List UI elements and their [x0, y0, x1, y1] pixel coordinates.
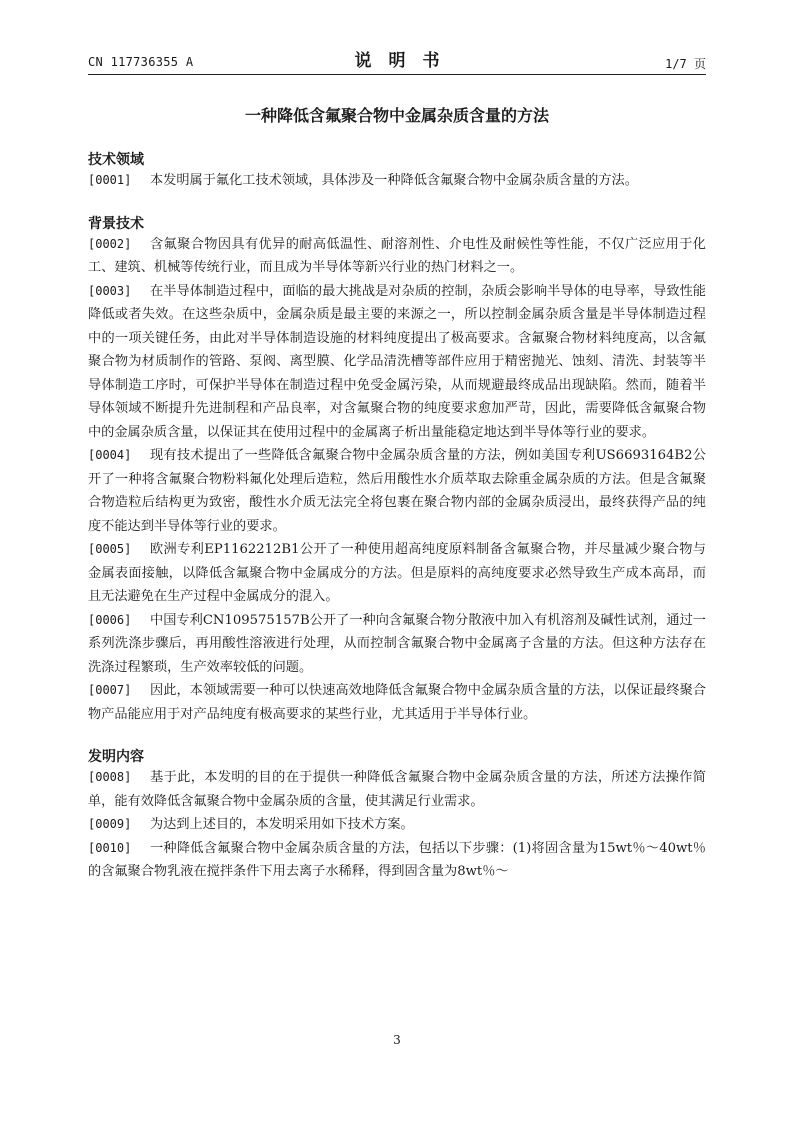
section-heading: 背景技术	[88, 215, 144, 232]
paragraph	[88, 837, 706, 884]
paragraph-number: [0008]	[88, 770, 132, 784]
paragraph-text: 在半导体制造过程中，面临的最大挑战是对杂质的控制，杂质会影响半导体的电导率，导致性能降低或者失效。在这些杂质中，金属杂质是最主要的来源之一，所以控制金属杂质含量是半导体制造过程中的一项关键任务，由此对半导体制造设施的材料纯度提出了极高要求。含氟聚合物材料纯度高，以含氟聚合物为材质制作的管路、泵阀、离型膜、化学品清洗槽等部件应用于精密抛光、蚀刻、清洗、封装等半导体制造工序时，可保护半导体在制造过程中免受金属污染，从而规避最终成品出现缺陷。然而，随着半导体领域不断提升先进制程和产品良率，对含氟聚合物的纯度要求愈加严苛，因此，需要降低含氟聚合物中的金属杂质含量，以保证其在使用过程中的金属离子析出量能稳定地达到半导体等行业的要求。	[88, 283, 706, 440]
paragraph-text: 因此，本领域需要一种可以快速高效地降低含氟聚合物中金属杂质含量的方法，以保证最终聚合物产品能应用于对产品纯度有极高要求的某些行业，尤其适用于半导体行业。	[88, 683, 706, 722]
section-gap	[88, 193, 706, 215]
page-header	[88, 44, 706, 74]
section-heading: 发明内容	[88, 749, 144, 765]
section-heading: 技术领域	[88, 152, 144, 168]
paragraph	[88, 609, 706, 680]
paragraph-number: [0004]	[88, 448, 132, 462]
paragraph-text: 现有技术提出了一些降低含氟聚合物中金属杂质含量的方法，例如美国专利US6693164B2公开了一种将含氟聚合物粉料氟化处理后造粒，然后用酸性水介质萃取去除重金属杂质的方法。但是含氟聚合物造粒后结构更为致密，酸性水介质无法完全将包裹在聚合物内部的金属杂质浸出，最终获得产品的纯度不能达到半导体等行业的要求。	[88, 448, 706, 534]
paragraph-text: 中国专利CN109575157B公开了一种向含氟聚合物分散液中加入有机溶剂及碱性试剂，通过一系列洗涤步骤后，再用酸性溶液进行处理，从而控制含氟聚合物中金属离子含量的方法。但这种方法存在洗涤过程繁琐，生产效率较低的问题。	[88, 612, 706, 675]
paragraph	[88, 766, 706, 813]
paragraph-text: 一种降低含氟聚合物中金属杂质含量的方法，包括以下步骤：(1)将固含量为15wt％～40wt％的含氟聚合物乳液在搅拌条件下用去离子水稀释，得到固含量为8wt％～	[88, 840, 706, 879]
paragraph-number: [0005]	[88, 542, 132, 556]
document-title: 一种降低含氟聚合物中金属杂质含量的方法	[244, 106, 549, 125]
paragraph-text: 含氟聚合物因具有优异的耐高低温性、耐溶剂性、介电性及耐候性等性能，不仅广泛应用于化工、建筑、机械等传统行业，而且成为半导体等新兴行业的热门材料之一。	[88, 236, 706, 275]
paragraph-text: 本发明属于氟化工技术领域，具体涉及一种降低含氟聚合物中金属杂质含量的方法。	[150, 173, 638, 188]
page-info: 1/7 页	[665, 57, 706, 71]
paragraph-number: [0001]	[88, 173, 132, 187]
paragraph-text: 欧洲专利EP1162212B1公开了一种使用超高纯度原料制备含氟聚合物，并尽量减少聚合物与金属表面接触，以降低含氟聚合物中金属成分的方法。但是原料的高纯度要求必然导致生产成本高昂，而且无法避免在生产过程中金属成分的混入。	[88, 542, 706, 604]
paragraph	[88, 280, 706, 445]
header-divider	[88, 74, 706, 75]
document-type: 说 明 书	[354, 51, 440, 71]
section-gap	[88, 726, 706, 748]
paragraph	[88, 813, 706, 837]
paragraph-number: [0002]	[88, 236, 132, 251]
paragraph-number: [0009]	[88, 817, 132, 831]
paragraph	[88, 679, 706, 726]
paragraph	[88, 444, 706, 538]
document-body	[88, 151, 706, 884]
paragraph	[88, 538, 706, 609]
page-number: 3	[393, 1033, 401, 1047]
publication-number: CN 117736355 A	[88, 55, 194, 69]
paragraph-number: [0007]	[88, 683, 132, 697]
paragraph	[88, 169, 706, 193]
paragraph-number: [0003]	[88, 283, 132, 298]
paragraph-text: 基于此，本发明的目的在于提供一种降低含氟聚合物中金属杂质含量的方法，所述方法操作简单，能有效降低含氟聚合物中金属杂质的含量，使其满足行业需求。	[88, 770, 706, 809]
paragraph-number: [0010]	[88, 840, 132, 855]
paragraph-text: 为达到上述目的，本发明采用如下技术方案。	[150, 817, 414, 832]
paragraph-number: [0006]	[88, 612, 132, 627]
paragraph	[88, 233, 706, 280]
